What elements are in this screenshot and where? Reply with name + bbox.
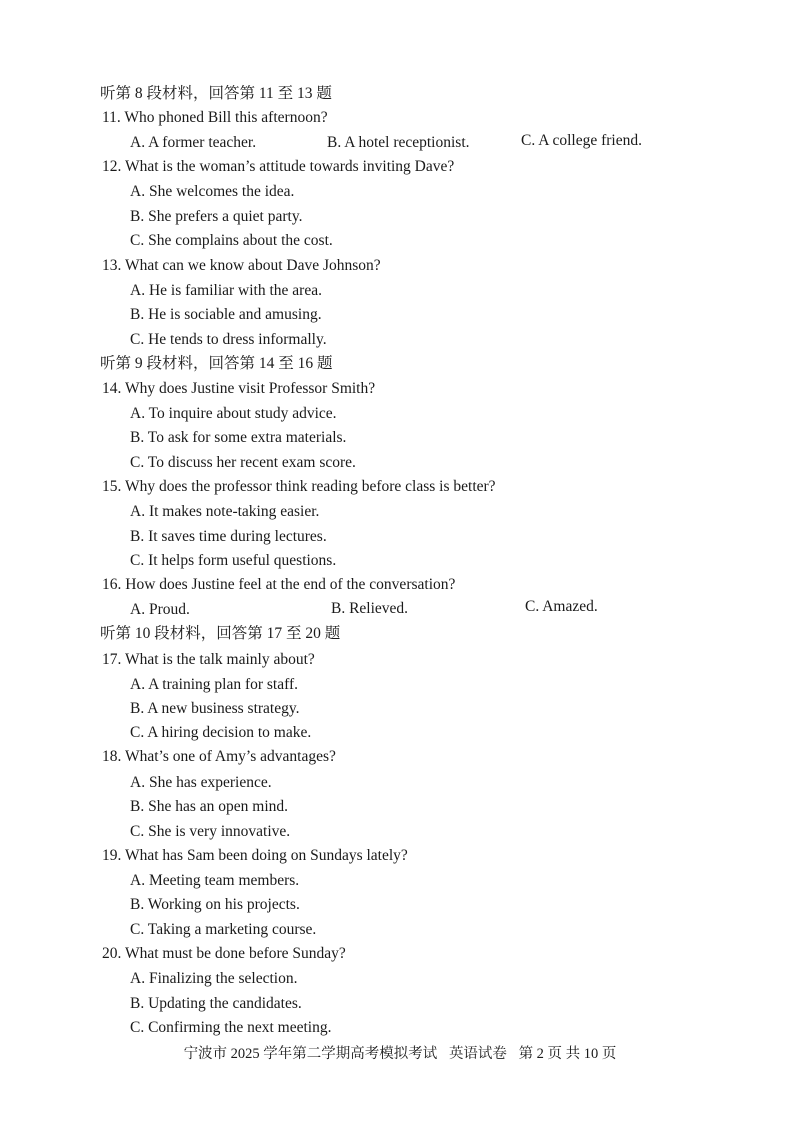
option-b: B. She has an open mind. bbox=[130, 798, 288, 815]
option-b: B. To ask for some extra materials. bbox=[130, 429, 347, 446]
option-a: A. A former teacher. bbox=[130, 134, 257, 151]
option-b: B. Relieved. bbox=[331, 600, 409, 617]
option-c: C. He tends to dress informally. bbox=[130, 331, 327, 348]
question-stem: 11. Who phoned Bill this afternoon? bbox=[102, 109, 328, 126]
option-c: C. Amazed. bbox=[525, 598, 598, 615]
option-a: A. It makes note-taking easier. bbox=[130, 503, 320, 520]
option-b: B. She prefers a quiet party. bbox=[130, 208, 303, 225]
option-b: B. Updating the candidates. bbox=[130, 995, 302, 1012]
section-header: 听第 9 段材料，回答第 14 至 16 题 bbox=[100, 355, 333, 372]
option-c: C. To discuss her recent exam score. bbox=[130, 454, 356, 471]
option-a: A. Meeting team members. bbox=[130, 872, 300, 889]
option-a: A. Finalizing the selection. bbox=[130, 970, 298, 987]
section-header: 听第 10 段材料，回答第 17 至 20 题 bbox=[100, 625, 341, 642]
option-b: B. Working on his projects. bbox=[130, 896, 300, 913]
question-stem: 19. What has Sam been doing on Sundays lately? bbox=[102, 847, 408, 864]
question-stem: 15. Why does the professor think reading before class is better? bbox=[102, 478, 496, 495]
question-stem: 13. What can we know about Dave Johnson? bbox=[102, 257, 381, 274]
question-stem: 14. Why does Justine visit Professor Smith? bbox=[102, 380, 376, 397]
option-c: C. It helps form useful questions. bbox=[130, 552, 337, 569]
question-stem: 20. What must be done before Sunday? bbox=[102, 945, 346, 962]
section-header: 听第 8 段材料，回答第 11 至 13 题 bbox=[100, 85, 332, 102]
option-a: A. He is familiar with the area. bbox=[130, 282, 322, 299]
question-stem: 17. What is the talk mainly about? bbox=[102, 651, 315, 668]
question-stem: 12. What is the woman’s attitude towards inviting Dave? bbox=[102, 158, 455, 175]
option-b: B. A new business strategy. bbox=[130, 700, 300, 717]
option-b: B. He is sociable and amusing. bbox=[130, 306, 322, 323]
option-a: A. She welcomes the idea. bbox=[130, 183, 295, 200]
option-c: C. A hiring decision to make. bbox=[130, 724, 312, 741]
option-c: C. Confirming the next meeting. bbox=[130, 1019, 332, 1036]
option-c: C. A college friend. bbox=[521, 132, 642, 149]
option-a: A. A training plan for staff. bbox=[130, 676, 299, 693]
option-c: C. She is very innovative. bbox=[130, 823, 291, 840]
footer-page-number: 第 2 页 共 10 页 bbox=[518, 1046, 617, 1062]
option-c: C. She complains about the cost. bbox=[130, 232, 333, 249]
page-footer bbox=[0, 1044, 800, 1064]
option-a: A. She has experience. bbox=[130, 774, 272, 791]
footer-subject: 英语试卷 bbox=[448, 1046, 507, 1062]
question-stem: 16. How does Justine feel at the end of the conversation? bbox=[102, 576, 456, 593]
question-stem: 18. What’s one of Amy’s advantages? bbox=[102, 748, 336, 765]
option-b: B. A hotel receptionist. bbox=[327, 134, 470, 151]
footer-exam-title: 宁波市 2025 学年第二学期高考模拟考试 bbox=[183, 1046, 438, 1062]
option-b: B. It saves time during lectures. bbox=[130, 528, 327, 545]
option-a: A. To inquire about study advice. bbox=[130, 405, 337, 422]
option-c: C. Taking a marketing course. bbox=[130, 921, 317, 938]
option-a: A. Proud. bbox=[130, 601, 190, 618]
